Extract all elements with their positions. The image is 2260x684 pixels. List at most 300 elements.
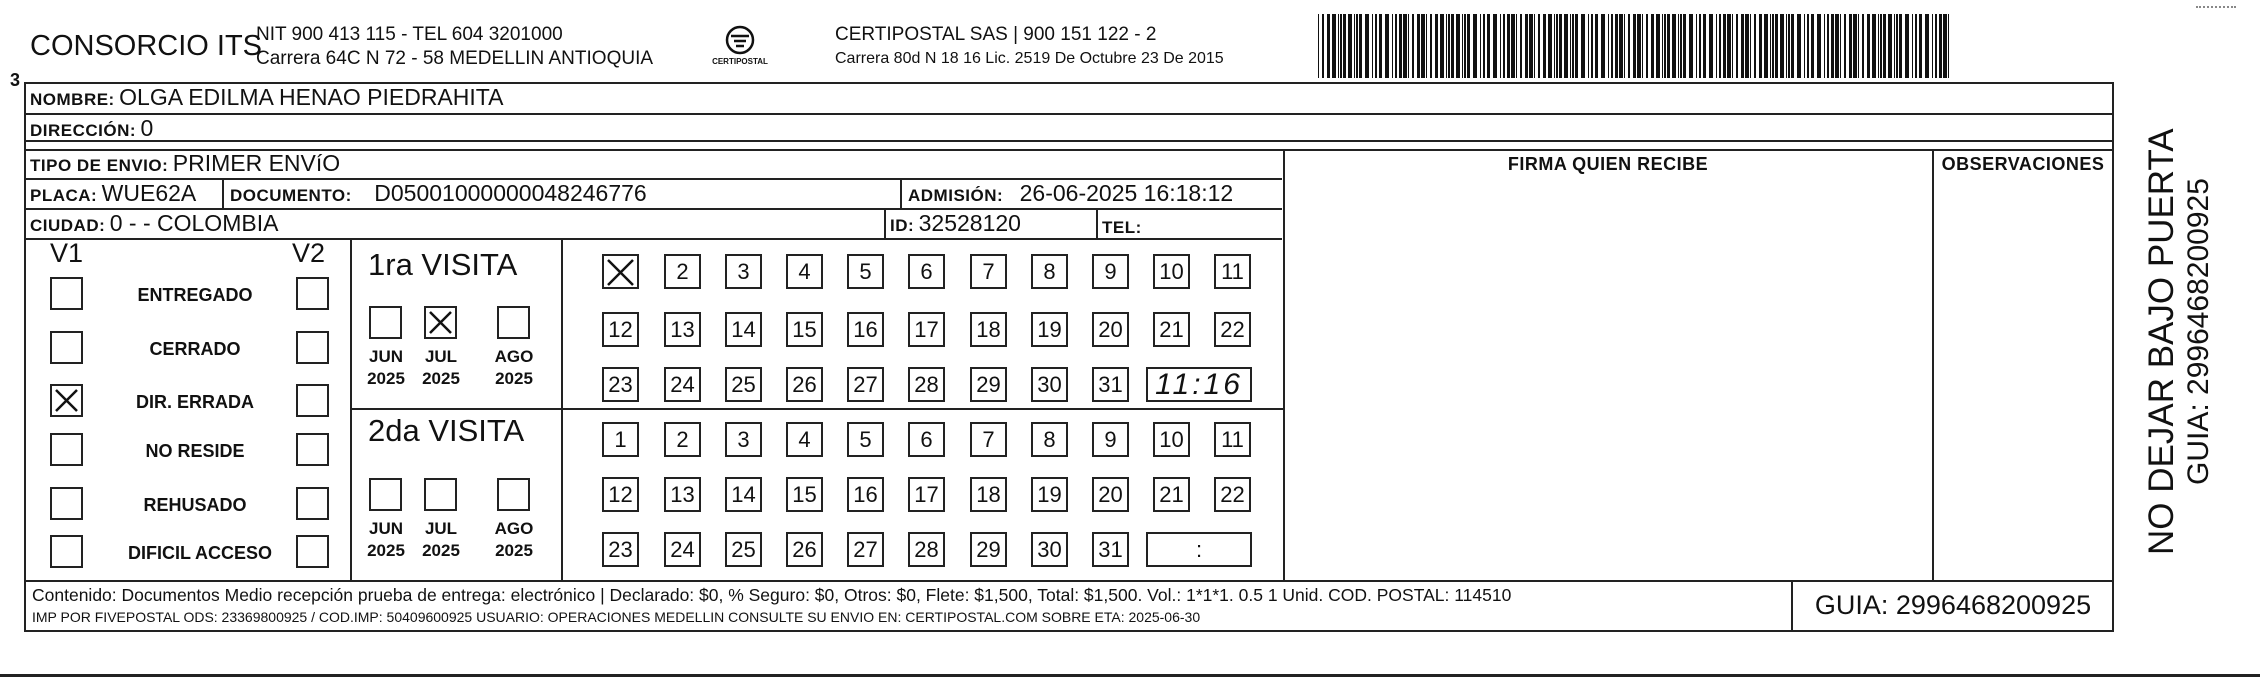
barcode-bar xyxy=(1619,14,1623,78)
barcode-bar xyxy=(1624,14,1625,78)
status-v1-checkbox[interactable] xyxy=(50,384,83,417)
visit1-day-cell[interactable] xyxy=(1031,254,1068,289)
barcode-bar xyxy=(1680,14,1682,78)
barcode-bar xyxy=(1343,14,1346,78)
visit2-day-cell[interactable] xyxy=(847,477,884,512)
logo-text: CERTIPOSTAL xyxy=(712,57,768,66)
barcode-bar xyxy=(1939,14,1942,78)
visit2-day-cell[interactable] xyxy=(908,532,945,567)
placa-value: WUE62A xyxy=(101,180,197,206)
visit1-day-cell[interactable] xyxy=(602,312,639,347)
visit2-day-cell[interactable] xyxy=(970,532,1007,567)
day-number: 12 xyxy=(608,481,633,507)
day-number: 31 xyxy=(1098,536,1123,562)
barcode-bar xyxy=(1824,14,1825,78)
visit1-day-cell[interactable] xyxy=(1214,254,1251,289)
carrier-line1: CERTIPOSTAL SAS | 900 151 122 - 2 xyxy=(835,24,1157,45)
day-number: 24 xyxy=(670,371,695,397)
visit1-month-label xyxy=(489,346,539,390)
barcode-bar xyxy=(1716,14,1717,78)
barcode-bar xyxy=(1548,14,1552,78)
month-name: JUL xyxy=(424,347,458,366)
visit2-day-cell[interactable] xyxy=(1153,422,1190,457)
day-number: 21 xyxy=(1159,481,1184,507)
id-value: 32528120 xyxy=(918,210,1021,236)
barcode-bar xyxy=(1365,14,1369,78)
day-number: 17 xyxy=(914,316,939,342)
visit1-day-cell[interactable] xyxy=(847,254,884,289)
barcode-bar xyxy=(1516,14,1517,78)
visit1-day-cell[interactable] xyxy=(1031,367,1068,402)
visit2-month-label xyxy=(489,518,539,562)
day-number: 12 xyxy=(608,316,633,342)
barcode-bar xyxy=(1736,14,1738,78)
day-number: 30 xyxy=(1037,536,1062,562)
barcode-bar xyxy=(1348,14,1352,78)
visit1-day-cell[interactable] xyxy=(908,312,945,347)
day-number: 10 xyxy=(1159,258,1184,284)
status-label: CERRADO xyxy=(149,339,241,359)
visit2-day-cell[interactable] xyxy=(1092,477,1129,512)
barcode-bar xyxy=(1696,14,1697,78)
visit2-day-cell[interactable] xyxy=(1031,532,1068,567)
visit2-day-cell[interactable] xyxy=(1214,422,1251,457)
barcode-bar xyxy=(1919,14,1922,78)
barcode-bar xyxy=(1591,14,1593,78)
id-field xyxy=(890,210,1021,237)
visit2-month-checkbox[interactable] xyxy=(497,478,530,511)
visit1-month-checkbox[interactable] xyxy=(369,306,402,339)
barcode-bar xyxy=(1464,14,1466,78)
documento-value: D05001000000048246776 xyxy=(374,180,647,206)
visit2-month-label xyxy=(416,518,466,562)
day-number: 23 xyxy=(608,371,633,397)
barcode-bar xyxy=(1385,14,1389,78)
status-v1-checkbox[interactable] xyxy=(50,331,83,364)
barcode-bar xyxy=(1664,14,1666,78)
barcode-bar xyxy=(1462,14,1463,78)
visit1-day-cell[interactable] xyxy=(1092,312,1129,347)
barcode-bar xyxy=(1667,14,1670,78)
visit2-day-cell[interactable] xyxy=(664,477,701,512)
barcode-bar xyxy=(1853,14,1857,78)
visit1-day-cell[interactable] xyxy=(664,312,701,347)
visit1-day-cell[interactable] xyxy=(847,367,884,402)
visit1-day-cell[interactable] xyxy=(908,254,945,289)
visit1-day-cell[interactable] xyxy=(725,312,762,347)
barcode-bar xyxy=(1595,14,1598,78)
placa-label: PLACA: xyxy=(30,186,98,205)
barcode-bar xyxy=(1656,14,1660,78)
visit1-day-cell[interactable] xyxy=(970,312,1007,347)
barcode-bar xyxy=(1581,14,1585,78)
barcode-bar xyxy=(1529,14,1533,78)
day-number: 9 xyxy=(1104,426,1117,452)
barcode-bar xyxy=(1888,14,1892,78)
barcode-bar xyxy=(1896,14,1898,78)
barcode-bar xyxy=(1811,14,1814,78)
visit1-day-cell[interactable] xyxy=(1153,312,1190,347)
day-number: 30 xyxy=(1037,371,1062,397)
carrier-line2: Carrera 80d N 18 16 Lic. 2519 De Octubre 23 De 2015 xyxy=(835,50,1224,67)
barcode xyxy=(1318,14,1958,78)
ciudad-label: CIUDAD: xyxy=(30,216,106,235)
visit2-time-box[interactable] xyxy=(1146,532,1252,567)
barcode-bar xyxy=(1775,14,1778,78)
barcode-bar xyxy=(1456,14,1460,78)
visit2-day-cell[interactable] xyxy=(847,532,884,567)
day-number: 18 xyxy=(976,481,1001,507)
barcode-bar xyxy=(1354,14,1355,78)
barcode-bar xyxy=(1318,14,1319,78)
month-name: JUN xyxy=(368,347,403,366)
admision-label: ADMISIÓN: xyxy=(908,186,1004,205)
day-number: 8 xyxy=(1043,426,1056,452)
visit1-time-box[interactable] xyxy=(1146,367,1252,402)
company-line2: Carrera 64C N 72 - 58 MEDELLIN ANTIOQUIA xyxy=(256,48,654,69)
day-number: 16 xyxy=(853,316,878,342)
v2-header: V2 xyxy=(292,238,326,268)
visit2-day-cell[interactable] xyxy=(786,477,823,512)
visit2-day-cell[interactable] xyxy=(602,532,639,567)
ciudad-value: 0 - - COLOMBIA xyxy=(109,210,279,236)
visit1-day-cell[interactable] xyxy=(1092,254,1129,289)
barcode-bar xyxy=(1804,14,1805,78)
v1-header: V1 xyxy=(50,238,84,268)
barcode-bar xyxy=(1372,14,1373,78)
barcode-bar xyxy=(1601,14,1605,78)
barcode-bar xyxy=(1772,14,1774,78)
barcode-bar xyxy=(1844,14,1846,78)
tipo-envio-value: PRIMER ENVíO xyxy=(172,150,341,176)
barcode-bar xyxy=(1511,14,1515,78)
barcode-bar xyxy=(1446,14,1447,78)
visit1-title: 1ra VISITA xyxy=(368,247,518,282)
barcode-bar xyxy=(1849,14,1852,78)
day-number: 27 xyxy=(853,371,878,397)
day-number: 7 xyxy=(982,258,995,284)
barcode-bar xyxy=(1732,14,1733,78)
barcode-bar xyxy=(1467,14,1470,78)
visit1-month-checkbox[interactable] xyxy=(424,306,457,339)
visit2-day-cell[interactable] xyxy=(908,477,945,512)
visit2-day-cell[interactable] xyxy=(970,422,1007,457)
visit2-day-cell[interactable] xyxy=(664,422,701,457)
day-number: 11 xyxy=(1221,258,1244,284)
barcode-bar xyxy=(1356,14,1358,78)
visit1-month-label xyxy=(416,346,466,390)
documento-field xyxy=(230,180,647,207)
visit2-day-cell[interactable] xyxy=(725,477,762,512)
day-number: 27 xyxy=(853,536,878,562)
barcode-bar xyxy=(1786,14,1787,78)
day-number: 28 xyxy=(914,536,939,562)
visit2-day-cell[interactable] xyxy=(1031,477,1068,512)
visit2-day-cell[interactable] xyxy=(602,422,639,457)
barcode-bar xyxy=(1727,14,1731,78)
barcode-bar xyxy=(1392,14,1393,78)
margin-mark: 3 xyxy=(10,70,21,90)
barcode-bar xyxy=(1948,14,1949,78)
barcode-bar xyxy=(1395,14,1397,78)
day-number: 13 xyxy=(670,481,695,507)
certipostal-logo xyxy=(712,22,768,74)
status-v1-checkbox[interactable] xyxy=(50,487,83,520)
visit1-day-cell[interactable] xyxy=(602,367,639,402)
month-name: JUL xyxy=(424,519,458,538)
month-year: 2025 xyxy=(367,369,405,388)
visit2-day-cell[interactable] xyxy=(1092,532,1129,567)
visit2-day-cell[interactable] xyxy=(908,422,945,457)
barcode-bar xyxy=(1322,14,1324,78)
placa-field xyxy=(30,180,196,207)
status-v2-checkbox[interactable] xyxy=(296,331,329,364)
company-line1: NIT 900 413 115 - TEL 604 3201000 xyxy=(256,24,563,45)
visit1-day-cell[interactable] xyxy=(725,254,762,289)
admision-field xyxy=(908,180,1233,207)
status-v1-checkbox[interactable] xyxy=(50,433,83,466)
visit2-day-cell[interactable] xyxy=(602,477,639,512)
barcode-bar xyxy=(1572,14,1574,78)
day-number: 25 xyxy=(731,371,756,397)
status-label: DIR. ERRADA xyxy=(135,392,254,412)
day-number: 14 xyxy=(731,316,756,342)
visit2-day-cell[interactable] xyxy=(847,422,884,457)
day-number: 10 xyxy=(1159,426,1184,452)
status-v1-checkbox[interactable] xyxy=(50,277,83,310)
visit2-day-cell[interactable] xyxy=(664,532,701,567)
day-number: 26 xyxy=(792,536,817,562)
barcode-bar xyxy=(1723,14,1726,78)
visit1-day-cell[interactable] xyxy=(847,312,884,347)
day-number: 15 xyxy=(792,316,817,342)
barcode-bar xyxy=(1797,14,1801,78)
barcode-bar xyxy=(1750,14,1751,78)
status-v1-checkbox[interactable] xyxy=(50,535,83,568)
visit1-day-cell[interactable] xyxy=(725,367,762,402)
barcode-bar xyxy=(1741,14,1744,78)
barcode-bar xyxy=(1611,14,1613,78)
visit2-day-cell[interactable] xyxy=(786,532,823,567)
visit1-day-cell[interactable] xyxy=(970,367,1007,402)
month-year: 2025 xyxy=(422,369,460,388)
day-number: 28 xyxy=(914,371,939,397)
day-number: 20 xyxy=(1098,481,1123,507)
day-number: 22 xyxy=(1220,481,1245,507)
barcode-bar xyxy=(1359,14,1362,78)
footer-contenido: Contenido: Documentos Medio recepción prueba de entrega: electrónico | Declarado: $0, % Seguro: $0, Otros: $0, Flete: $1,500, Total: $1,500. Vol.: 1*1*1. 0.5 1 Unid. COD. POSTAL: 114510 xyxy=(32,585,1512,605)
day-number: 18 xyxy=(976,316,1001,342)
barcode-bar xyxy=(1520,14,1522,78)
visit1-day-cell[interactable] xyxy=(908,367,945,402)
visit2-month-checkbox[interactable] xyxy=(369,478,402,511)
barcode-bar xyxy=(1754,14,1756,78)
barcode-bar xyxy=(1408,14,1409,78)
barcode-bar xyxy=(1543,14,1546,78)
barcode-bar xyxy=(1817,14,1821,78)
day-number: 11 xyxy=(1221,426,1244,452)
visit2-day-cell[interactable] xyxy=(1153,477,1190,512)
barcode-bar xyxy=(1699,14,1701,78)
visit1-day-cell[interactable] xyxy=(786,312,823,347)
month-name: AGO xyxy=(494,347,534,366)
barcode-bar xyxy=(1426,14,1427,78)
day-number: 24 xyxy=(670,536,695,562)
direccion-value: 0 xyxy=(140,115,154,141)
barcode-bar xyxy=(1745,14,1749,78)
month-year: 2025 xyxy=(367,541,405,560)
barcode-bar xyxy=(1689,14,1693,78)
status-v2-checkbox[interactable] xyxy=(296,384,329,417)
day-number: 5 xyxy=(859,258,872,284)
barcode-bar xyxy=(1935,14,1937,78)
barcode-bar xyxy=(1375,14,1377,78)
visit1-day-cell[interactable] xyxy=(664,254,701,289)
day-number: 21 xyxy=(1159,316,1184,342)
barcode-bar xyxy=(1556,14,1558,78)
observaciones-column-header: OBSERVACIONES xyxy=(1941,154,2105,174)
barcode-bar xyxy=(1615,14,1618,78)
day-number: 16 xyxy=(853,481,878,507)
day-number: 9 xyxy=(1104,258,1117,284)
visit1-day-cell[interactable] xyxy=(786,367,823,402)
day-number: 6 xyxy=(920,426,933,452)
barcode-bar xyxy=(1633,14,1636,78)
barcode-bar xyxy=(1525,14,1528,78)
tel-label: TEL: xyxy=(1102,218,1142,237)
barcode-bar xyxy=(1646,14,1648,78)
barcode-bar xyxy=(1807,14,1809,78)
status-label: DIFICIL ACCESO xyxy=(127,543,272,563)
barcode-bar xyxy=(1883,14,1886,78)
barcode-bar xyxy=(1894,14,1895,78)
day-number: 29 xyxy=(976,371,1001,397)
status-label: ENTREGADO xyxy=(137,285,253,305)
admision-value: 26-06-2025 16:18:12 xyxy=(1019,180,1234,206)
tel-field xyxy=(1102,212,1142,239)
barcode-bar xyxy=(1840,14,1841,78)
barcode-bar xyxy=(1858,14,1859,78)
day-number: 3 xyxy=(737,258,750,284)
day-number: 4 xyxy=(798,258,811,284)
day-number: 17 xyxy=(914,481,939,507)
status-label: REHUSADO xyxy=(143,495,247,515)
documento-label: DOCUMENTO: xyxy=(230,186,352,205)
visit2-day-cell[interactable] xyxy=(725,532,762,567)
month-year: 2025 xyxy=(422,541,460,560)
visit1-month-checkbox[interactable] xyxy=(497,306,530,339)
day-number: 31 xyxy=(1098,371,1123,397)
visit2-title: 2da VISITA xyxy=(368,413,525,448)
barcode-bar xyxy=(1637,14,1641,78)
barcode-bar xyxy=(1932,14,1933,78)
day-number: 29 xyxy=(976,536,1001,562)
visit1-day-cell[interactable] xyxy=(1214,312,1251,347)
visit2-month-label xyxy=(361,518,411,562)
visit2-month-checkbox[interactable] xyxy=(424,478,457,511)
visit1-day-cell[interactable] xyxy=(1031,312,1068,347)
barcode-bar xyxy=(1493,14,1497,78)
barcode-bar xyxy=(1588,14,1589,78)
barcode-bar xyxy=(1827,14,1829,78)
visit2-day-cell[interactable] xyxy=(970,477,1007,512)
day-number: 4 xyxy=(798,426,811,452)
side-no-dejar-bajo-puerta: NO DEJAR BAJO PUERTA xyxy=(2142,128,2181,555)
barcode-bar xyxy=(1642,14,1643,78)
barcode-bar xyxy=(1503,14,1505,78)
day-number: 7 xyxy=(982,426,995,452)
day-number: 2 xyxy=(676,426,689,452)
visit1-day-cell[interactable] xyxy=(970,254,1007,289)
status-v2-checkbox[interactable] xyxy=(296,277,329,310)
status-v2-checkbox[interactable] xyxy=(296,487,329,520)
barcode-bar xyxy=(1559,14,1562,78)
visit1-day-cell[interactable] xyxy=(602,254,639,289)
barcode-bar xyxy=(1788,14,1790,78)
barcode-bar xyxy=(1709,14,1713,78)
barcode-bar xyxy=(1507,14,1510,78)
barcode-bar xyxy=(1327,14,1330,78)
visit2-day-cell[interactable] xyxy=(1092,422,1129,457)
barcode-bar xyxy=(1451,14,1454,78)
day-number: 14 xyxy=(731,481,756,507)
tipo-envio-field xyxy=(30,150,340,177)
barcode-bar xyxy=(1628,14,1630,78)
visit1-day-cell[interactable] xyxy=(1092,367,1129,402)
barcode-bar xyxy=(1683,14,1686,78)
barcode-bar xyxy=(1399,14,1402,78)
month-year: 2025 xyxy=(495,369,533,388)
barcode-bar xyxy=(1915,14,1917,78)
status-v2-checkbox[interactable] xyxy=(296,535,329,568)
barcode-bar xyxy=(1570,14,1571,78)
day-number: 5 xyxy=(859,426,872,452)
day-number: 22 xyxy=(1220,316,1245,342)
barcode-bar xyxy=(1925,14,1929,78)
barcode-bar xyxy=(1878,14,1879,78)
footer-imp: IMP POR FIVEPOSTAL ODS: 23369800925 / COD.IMP: 50409600925 USUARIO: OPERACIONES MEDELLIN CONSULTE SU ENVIO EN: CERTIPOSTAL.COM SOBRE ETA: 2025-06-30 xyxy=(32,609,1201,625)
visit2-time-value: : xyxy=(1195,536,1203,562)
barcode-bar xyxy=(1421,14,1425,78)
visit2-day-cell[interactable] xyxy=(1031,422,1068,457)
nombre-field xyxy=(30,84,503,111)
visit2-day-cell[interactable] xyxy=(725,422,762,457)
barcode-bar xyxy=(1831,14,1834,78)
day-number: 20 xyxy=(1098,316,1123,342)
barcode-bar xyxy=(1770,14,1771,78)
visit1-day-cell[interactable] xyxy=(786,254,823,289)
visit2-day-cell[interactable] xyxy=(1214,477,1251,512)
day-number: 1 xyxy=(614,426,627,452)
status-v2-checkbox[interactable] xyxy=(296,433,329,466)
barcode-bar xyxy=(1448,14,1450,78)
barcode-bar xyxy=(1905,14,1909,78)
barcode-bar xyxy=(1403,14,1407,78)
barcode-bar xyxy=(1473,14,1477,78)
barcode-bar xyxy=(1487,14,1490,78)
visit2-day-cell[interactable] xyxy=(786,422,823,457)
barcode-bar xyxy=(1379,14,1382,78)
visit1-day-cell[interactable] xyxy=(1153,254,1190,289)
barcode-bar xyxy=(1554,14,1555,78)
barcode-bar xyxy=(1417,14,1420,78)
barcode-bar xyxy=(1430,14,1432,78)
month-year: 2025 xyxy=(495,541,533,560)
day-number: 8 xyxy=(1043,258,1056,284)
visit1-day-cell[interactable] xyxy=(664,367,701,402)
barcode-bar xyxy=(1332,14,1336,78)
barcode-bar xyxy=(1435,14,1438,78)
